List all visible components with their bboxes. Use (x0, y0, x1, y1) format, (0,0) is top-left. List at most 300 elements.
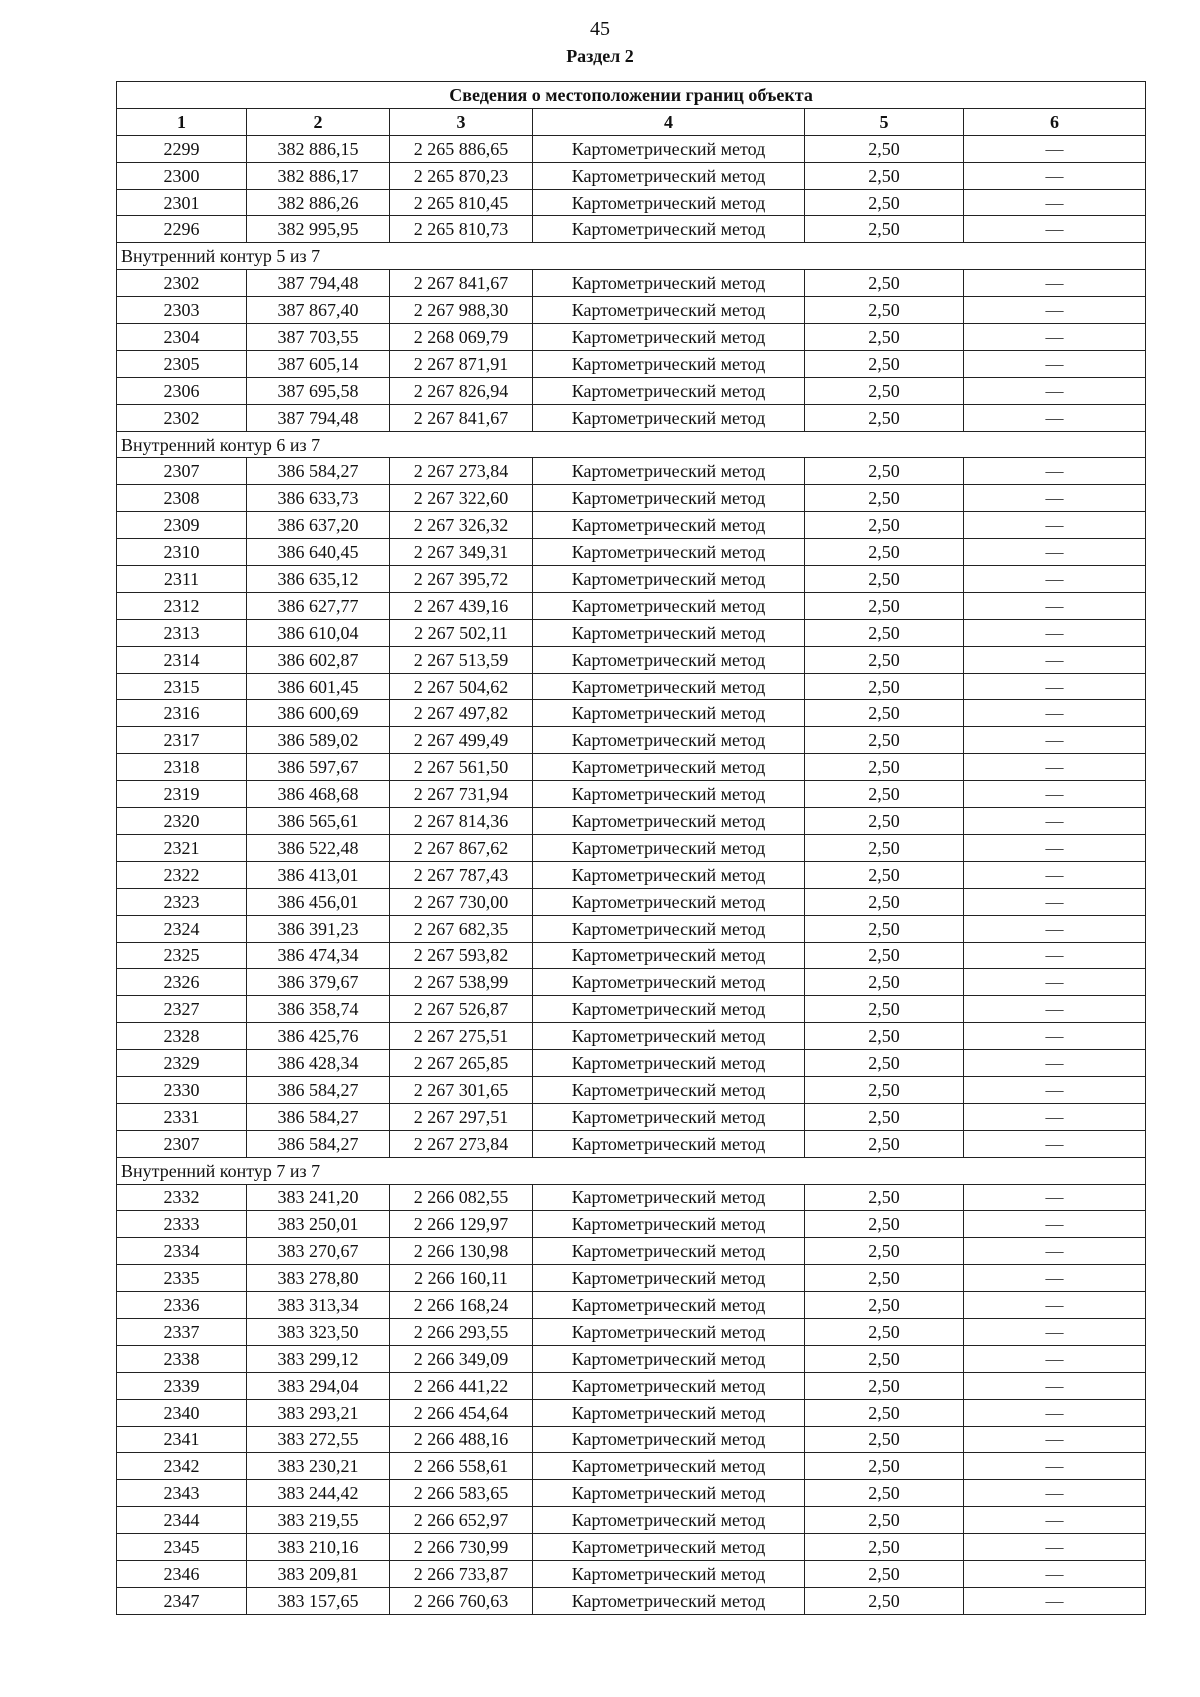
point-number-cell: 2342 (117, 1453, 247, 1480)
x-coordinate-cell: 386 584,27 (247, 458, 390, 485)
method-cell: Картометрический метод (533, 1534, 805, 1561)
y-coordinate-cell: 2 266 160,11 (390, 1265, 533, 1292)
accuracy-cell: 2,50 (805, 942, 964, 969)
y-coordinate-cell: 2 265 810,73 (390, 216, 533, 243)
x-coordinate-cell: 386 474,34 (247, 942, 390, 969)
method-cell: Картометрический метод (533, 1560, 805, 1587)
point-number-cell: 2346 (117, 1560, 247, 1587)
contour-group-label: Внутренний контур 7 из 7 (117, 1157, 1146, 1184)
note-cell: — (964, 915, 1146, 942)
accuracy-cell: 2,50 (805, 1184, 964, 1211)
method-cell: Картометрический метод (533, 297, 805, 324)
table-row (117, 996, 1146, 1023)
x-coordinate-cell: 387 703,55 (247, 324, 390, 351)
accuracy-cell: 2,50 (805, 350, 964, 377)
accuracy-cell: 2,50 (805, 592, 964, 619)
method-cell: Картометрический метод (533, 942, 805, 969)
note-cell: — (964, 1076, 1146, 1103)
method-cell: Картометрический метод (533, 781, 805, 808)
y-coordinate-cell: 2 267 322,60 (390, 485, 533, 512)
table-row (117, 619, 1146, 646)
x-coordinate-cell: 387 794,48 (247, 270, 390, 297)
x-coordinate-cell: 383 244,42 (247, 1480, 390, 1507)
note-cell: — (964, 619, 1146, 646)
note-cell: — (964, 1050, 1146, 1077)
point-number-cell: 2303 (117, 297, 247, 324)
table-row (117, 1023, 1146, 1050)
note-cell: — (964, 1453, 1146, 1480)
accuracy-cell: 2,50 (805, 1211, 964, 1238)
point-number-cell: 2314 (117, 646, 247, 673)
column-header: 3 (390, 108, 533, 135)
x-coordinate-cell: 386 584,27 (247, 1130, 390, 1157)
point-number-cell: 2301 (117, 189, 247, 216)
y-coordinate-cell: 2 267 682,35 (390, 915, 533, 942)
point-number-cell: 2328 (117, 1023, 247, 1050)
accuracy-cell: 2,50 (805, 1587, 964, 1614)
table-row (117, 1076, 1146, 1103)
y-coordinate-cell: 2 266 760,63 (390, 1587, 533, 1614)
table-row (117, 1184, 1146, 1211)
method-cell: Картометрический метод (533, 834, 805, 861)
point-number-cell: 2333 (117, 1211, 247, 1238)
y-coordinate-cell: 2 267 730,00 (390, 888, 533, 915)
table-row (117, 1507, 1146, 1534)
point-number-cell: 2302 (117, 404, 247, 431)
table-row (117, 404, 1146, 431)
note-cell: — (964, 1534, 1146, 1561)
method-cell: Картометрический метод (533, 727, 805, 754)
table-row (117, 1372, 1146, 1399)
x-coordinate-cell: 383 270,67 (247, 1238, 390, 1265)
method-cell: Картометрический метод (533, 1050, 805, 1077)
y-coordinate-cell: 2 267 513,59 (390, 646, 533, 673)
y-coordinate-cell: 2 267 273,84 (390, 458, 533, 485)
section-title: Раздел 2 (566, 46, 634, 66)
x-coordinate-cell: 387 695,58 (247, 377, 390, 404)
y-coordinate-cell: 2 267 297,51 (390, 1103, 533, 1130)
y-coordinate-cell: 2 267 275,51 (390, 1023, 533, 1050)
accuracy-cell: 2,50 (805, 377, 964, 404)
x-coordinate-cell: 387 867,40 (247, 297, 390, 324)
y-coordinate-cell: 2 267 497,82 (390, 700, 533, 727)
note-cell: — (964, 1426, 1146, 1453)
point-number-cell: 2334 (117, 1238, 247, 1265)
accuracy-cell: 2,50 (805, 1318, 964, 1345)
note-cell: — (964, 1023, 1146, 1050)
point-number-cell: 2306 (117, 377, 247, 404)
point-number-cell: 2305 (117, 350, 247, 377)
method-cell: Картометрический метод (533, 1211, 805, 1238)
method-cell: Картометрический метод (533, 1372, 805, 1399)
table-row (117, 189, 1146, 216)
method-cell: Картометрический метод (533, 1076, 805, 1103)
y-coordinate-cell: 2 267 504,62 (390, 673, 533, 700)
table-row (117, 969, 1146, 996)
point-number-cell: 2337 (117, 1318, 247, 1345)
method-cell: Картометрический метод (533, 566, 805, 593)
x-coordinate-cell: 386 635,12 (247, 566, 390, 593)
table-row (117, 942, 1146, 969)
y-coordinate-cell: 2 267 561,50 (390, 754, 533, 781)
point-number-cell: 2340 (117, 1399, 247, 1426)
accuracy-cell: 2,50 (805, 996, 964, 1023)
note-cell: — (964, 512, 1146, 539)
x-coordinate-cell: 383 157,65 (247, 1587, 390, 1614)
note-cell: — (964, 781, 1146, 808)
accuracy-cell: 2,50 (805, 1050, 964, 1077)
column-header: 5 (805, 108, 964, 135)
point-number-cell: 2317 (117, 727, 247, 754)
accuracy-cell: 2,50 (805, 1103, 964, 1130)
table-row (117, 485, 1146, 512)
x-coordinate-cell: 383 219,55 (247, 1507, 390, 1534)
note-cell: — (964, 969, 1146, 996)
table-row (117, 458, 1146, 485)
note-cell: — (964, 135, 1146, 162)
y-coordinate-cell: 2 267 814,36 (390, 808, 533, 835)
method-cell: Картометрический метод (533, 162, 805, 189)
x-coordinate-cell: 386 584,27 (247, 1076, 390, 1103)
note-cell: — (964, 1587, 1146, 1614)
y-coordinate-cell: 2 267 301,65 (390, 1076, 533, 1103)
accuracy-cell: 2,50 (805, 1453, 964, 1480)
point-number-cell: 2323 (117, 888, 247, 915)
y-coordinate-cell: 2 266 454,64 (390, 1399, 533, 1426)
note-cell: — (964, 1372, 1146, 1399)
x-coordinate-cell: 386 565,61 (247, 808, 390, 835)
y-coordinate-cell: 2 267 439,16 (390, 592, 533, 619)
note-cell: — (964, 754, 1146, 781)
x-coordinate-cell: 386 597,67 (247, 754, 390, 781)
method-cell: Картометрический метод (533, 1587, 805, 1614)
note-cell: — (964, 216, 1146, 243)
x-coordinate-cell: 386 640,45 (247, 539, 390, 566)
point-number-cell: 2330 (117, 1076, 247, 1103)
y-coordinate-cell: 2 267 526,87 (390, 996, 533, 1023)
x-coordinate-cell: 386 522,48 (247, 834, 390, 861)
contour-group-row (117, 243, 1146, 270)
table-row (117, 781, 1146, 808)
note-cell: — (964, 377, 1146, 404)
point-number-cell: 2335 (117, 1265, 247, 1292)
note-cell: — (964, 1507, 1146, 1534)
accuracy-cell: 2,50 (805, 1076, 964, 1103)
table-row (117, 673, 1146, 700)
accuracy-cell: 2,50 (805, 1560, 964, 1587)
y-coordinate-cell: 2 267 867,62 (390, 834, 533, 861)
method-cell: Картометрический метод (533, 1130, 805, 1157)
note-cell: — (964, 808, 1146, 835)
accuracy-cell: 2,50 (805, 754, 964, 781)
column-header-row (117, 108, 1146, 135)
point-number-cell: 2321 (117, 834, 247, 861)
note-cell: — (964, 1238, 1146, 1265)
table-row (117, 1399, 1146, 1426)
x-coordinate-cell: 383 293,21 (247, 1399, 390, 1426)
coordinates-table (116, 81, 1146, 1615)
y-coordinate-cell: 2 267 349,31 (390, 539, 533, 566)
y-coordinate-cell: 2 267 273,84 (390, 1130, 533, 1157)
method-cell: Картометрический метод (533, 1238, 805, 1265)
table-row (117, 861, 1146, 888)
accuracy-cell: 2,50 (805, 566, 964, 593)
method-cell: Картометрический метод (533, 700, 805, 727)
accuracy-cell: 2,50 (805, 1023, 964, 1050)
point-number-cell: 2341 (117, 1426, 247, 1453)
accuracy-cell: 2,50 (805, 781, 964, 808)
note-cell: — (964, 996, 1146, 1023)
y-coordinate-cell: 2 266 558,61 (390, 1453, 533, 1480)
table-row (117, 592, 1146, 619)
x-coordinate-cell: 386 413,01 (247, 861, 390, 888)
y-coordinate-cell: 2 265 810,45 (390, 189, 533, 216)
point-number-cell: 2300 (117, 162, 247, 189)
point-number-cell: 2307 (117, 458, 247, 485)
point-number-cell: 2316 (117, 700, 247, 727)
point-number-cell: 2332 (117, 1184, 247, 1211)
note-cell: — (964, 861, 1146, 888)
method-cell: Картометрический метод (533, 404, 805, 431)
point-number-cell: 2304 (117, 324, 247, 351)
note-cell: — (964, 592, 1146, 619)
point-number-cell: 2327 (117, 996, 247, 1023)
y-coordinate-cell: 2 266 129,97 (390, 1211, 533, 1238)
method-cell: Картометрический метод (533, 996, 805, 1023)
y-coordinate-cell: 2 267 988,30 (390, 297, 533, 324)
x-coordinate-cell: 383 294,04 (247, 1372, 390, 1399)
point-number-cell: 2339 (117, 1372, 247, 1399)
table-row (117, 539, 1146, 566)
table-row (117, 1560, 1146, 1587)
point-number-cell: 2320 (117, 808, 247, 835)
x-coordinate-cell: 387 794,48 (247, 404, 390, 431)
y-coordinate-cell: 2 267 593,82 (390, 942, 533, 969)
note-cell: — (964, 700, 1146, 727)
note-cell: — (964, 458, 1146, 485)
column-header: 6 (964, 108, 1146, 135)
accuracy-cell: 2,50 (805, 727, 964, 754)
y-coordinate-cell: 2 266 168,24 (390, 1292, 533, 1319)
note-cell: — (964, 646, 1146, 673)
table-row (117, 1238, 1146, 1265)
accuracy-cell: 2,50 (805, 1426, 964, 1453)
x-coordinate-cell: 386 584,27 (247, 1103, 390, 1130)
x-coordinate-cell: 383 278,80 (247, 1265, 390, 1292)
table-row (117, 700, 1146, 727)
table-row (117, 646, 1146, 673)
x-coordinate-cell: 383 210,16 (247, 1534, 390, 1561)
accuracy-cell: 2,50 (805, 270, 964, 297)
table-row (117, 350, 1146, 377)
method-cell: Картометрический метод (533, 135, 805, 162)
table-row (117, 162, 1146, 189)
column-header: 2 (247, 108, 390, 135)
note-cell: — (964, 1399, 1146, 1426)
accuracy-cell: 2,50 (805, 1399, 964, 1426)
accuracy-cell: 2,50 (805, 888, 964, 915)
accuracy-cell: 2,50 (805, 915, 964, 942)
note-cell: — (964, 834, 1146, 861)
y-coordinate-cell: 2 266 349,09 (390, 1345, 533, 1372)
note-cell: — (964, 324, 1146, 351)
point-number-cell: 2302 (117, 270, 247, 297)
method-cell: Картометрический метод (533, 1184, 805, 1211)
method-cell: Картометрический метод (533, 1507, 805, 1534)
y-coordinate-cell: 2 267 841,67 (390, 270, 533, 297)
note-cell: — (964, 1103, 1146, 1130)
x-coordinate-cell: 382 886,26 (247, 189, 390, 216)
accuracy-cell: 2,50 (805, 404, 964, 431)
accuracy-cell: 2,50 (805, 485, 964, 512)
note-cell: — (964, 270, 1146, 297)
x-coordinate-cell: 383 209,81 (247, 1560, 390, 1587)
accuracy-cell: 2,50 (805, 700, 964, 727)
table-body (117, 135, 1146, 1614)
point-number-cell: 2347 (117, 1587, 247, 1614)
accuracy-cell: 2,50 (805, 324, 964, 351)
method-cell: Картометрический метод (533, 646, 805, 673)
table-row (117, 297, 1146, 324)
table-row (117, 1265, 1146, 1292)
y-coordinate-cell: 2 265 870,23 (390, 162, 533, 189)
y-coordinate-cell: 2 266 733,87 (390, 1560, 533, 1587)
accuracy-cell: 2,50 (805, 1292, 964, 1319)
table-row (117, 754, 1146, 781)
accuracy-cell: 2,50 (805, 1534, 964, 1561)
note-cell: — (964, 942, 1146, 969)
note-cell: — (964, 1184, 1146, 1211)
accuracy-cell: 2,50 (805, 458, 964, 485)
method-cell: Картометрический метод (533, 539, 805, 566)
point-number-cell: 2309 (117, 512, 247, 539)
table-row (117, 1345, 1146, 1372)
x-coordinate-cell: 386 633,73 (247, 485, 390, 512)
method-cell: Картометрический метод (533, 915, 805, 942)
y-coordinate-cell: 2 268 069,79 (390, 324, 533, 351)
column-header: 1 (117, 108, 247, 135)
x-coordinate-cell: 382 886,17 (247, 162, 390, 189)
x-coordinate-cell: 386 589,02 (247, 727, 390, 754)
x-coordinate-cell: 386 602,87 (247, 646, 390, 673)
point-number-cell: 2315 (117, 673, 247, 700)
point-number-cell: 2336 (117, 1292, 247, 1319)
y-coordinate-cell: 2 267 499,49 (390, 727, 533, 754)
note-cell: — (964, 404, 1146, 431)
accuracy-cell: 2,50 (805, 1345, 964, 1372)
y-coordinate-cell: 2 266 488,16 (390, 1426, 533, 1453)
x-coordinate-cell: 386 610,04 (247, 619, 390, 646)
method-cell: Картометрический метод (533, 324, 805, 351)
note-cell: — (964, 485, 1146, 512)
note-cell: — (964, 1130, 1146, 1157)
table-row (117, 915, 1146, 942)
method-cell: Картометрический метод (533, 1399, 805, 1426)
table-row (117, 377, 1146, 404)
method-cell: Картометрический метод (533, 485, 805, 512)
y-coordinate-cell: 2 266 730,99 (390, 1534, 533, 1561)
method-cell: Картометрический метод (533, 673, 805, 700)
x-coordinate-cell: 386 391,23 (247, 915, 390, 942)
x-coordinate-cell: 383 272,55 (247, 1426, 390, 1453)
y-coordinate-cell: 2 267 538,99 (390, 969, 533, 996)
accuracy-cell: 2,50 (805, 512, 964, 539)
point-number-cell: 2313 (117, 619, 247, 646)
x-coordinate-cell: 386 468,68 (247, 781, 390, 808)
x-coordinate-cell: 386 428,34 (247, 1050, 390, 1077)
accuracy-cell: 2,50 (805, 539, 964, 566)
accuracy-cell: 2,50 (805, 1238, 964, 1265)
accuracy-cell: 2,50 (805, 297, 964, 324)
contour-group-label: Внутренний контур 6 из 7 (117, 431, 1146, 458)
table-row (117, 566, 1146, 593)
method-cell: Картометрический метод (533, 1265, 805, 1292)
method-cell: Картометрический метод (533, 1480, 805, 1507)
accuracy-cell: 2,50 (805, 673, 964, 700)
point-number-cell: 2299 (117, 135, 247, 162)
accuracy-cell: 2,50 (805, 135, 964, 162)
note-cell: — (964, 1560, 1146, 1587)
accuracy-cell: 2,50 (805, 646, 964, 673)
contour-group-label: Внутренний контур 5 из 7 (117, 243, 1146, 270)
accuracy-cell: 2,50 (805, 1130, 964, 1157)
point-number-cell: 2308 (117, 485, 247, 512)
x-coordinate-cell: 383 241,20 (247, 1184, 390, 1211)
accuracy-cell: 2,50 (805, 162, 964, 189)
method-cell: Картометрический метод (533, 1292, 805, 1319)
note-cell: — (964, 350, 1146, 377)
note-cell: — (964, 1345, 1146, 1372)
y-coordinate-cell: 2 266 652,97 (390, 1507, 533, 1534)
method-cell: Картометрический метод (533, 1345, 805, 1372)
method-cell: Картометрический метод (533, 861, 805, 888)
accuracy-cell: 2,50 (805, 808, 964, 835)
page-number: 45 (590, 18, 610, 40)
table-row (117, 135, 1146, 162)
point-number-cell: 2296 (117, 216, 247, 243)
y-coordinate-cell: 2 267 265,85 (390, 1050, 533, 1077)
point-number-cell: 2307 (117, 1130, 247, 1157)
x-coordinate-cell: 386 379,67 (247, 969, 390, 996)
point-number-cell: 2343 (117, 1480, 247, 1507)
y-coordinate-cell: 2 267 502,11 (390, 619, 533, 646)
method-cell: Картометрический метод (533, 1023, 805, 1050)
x-coordinate-cell: 382 995,95 (247, 216, 390, 243)
y-coordinate-cell: 2 265 886,65 (390, 135, 533, 162)
table-row (117, 1103, 1146, 1130)
method-cell: Картометрический метод (533, 969, 805, 996)
y-coordinate-cell: 2 267 326,32 (390, 512, 533, 539)
accuracy-cell: 2,50 (805, 969, 964, 996)
y-coordinate-cell: 2 267 871,91 (390, 350, 533, 377)
note-cell: — (964, 1265, 1146, 1292)
column-header: 4 (533, 108, 805, 135)
y-coordinate-cell: 2 267 731,94 (390, 781, 533, 808)
note-cell: — (964, 1211, 1146, 1238)
table-row (117, 1292, 1146, 1319)
accuracy-cell: 2,50 (805, 619, 964, 646)
note-cell: — (964, 1318, 1146, 1345)
note-cell: — (964, 888, 1146, 915)
method-cell: Картометрический метод (533, 754, 805, 781)
method-cell: Картометрический метод (533, 1103, 805, 1130)
point-number-cell: 2325 (117, 942, 247, 969)
table-row (117, 1480, 1146, 1507)
method-cell: Картометрический метод (533, 1318, 805, 1345)
accuracy-cell: 2,50 (805, 1372, 964, 1399)
point-number-cell: 2310 (117, 539, 247, 566)
x-coordinate-cell: 383 313,34 (247, 1292, 390, 1319)
